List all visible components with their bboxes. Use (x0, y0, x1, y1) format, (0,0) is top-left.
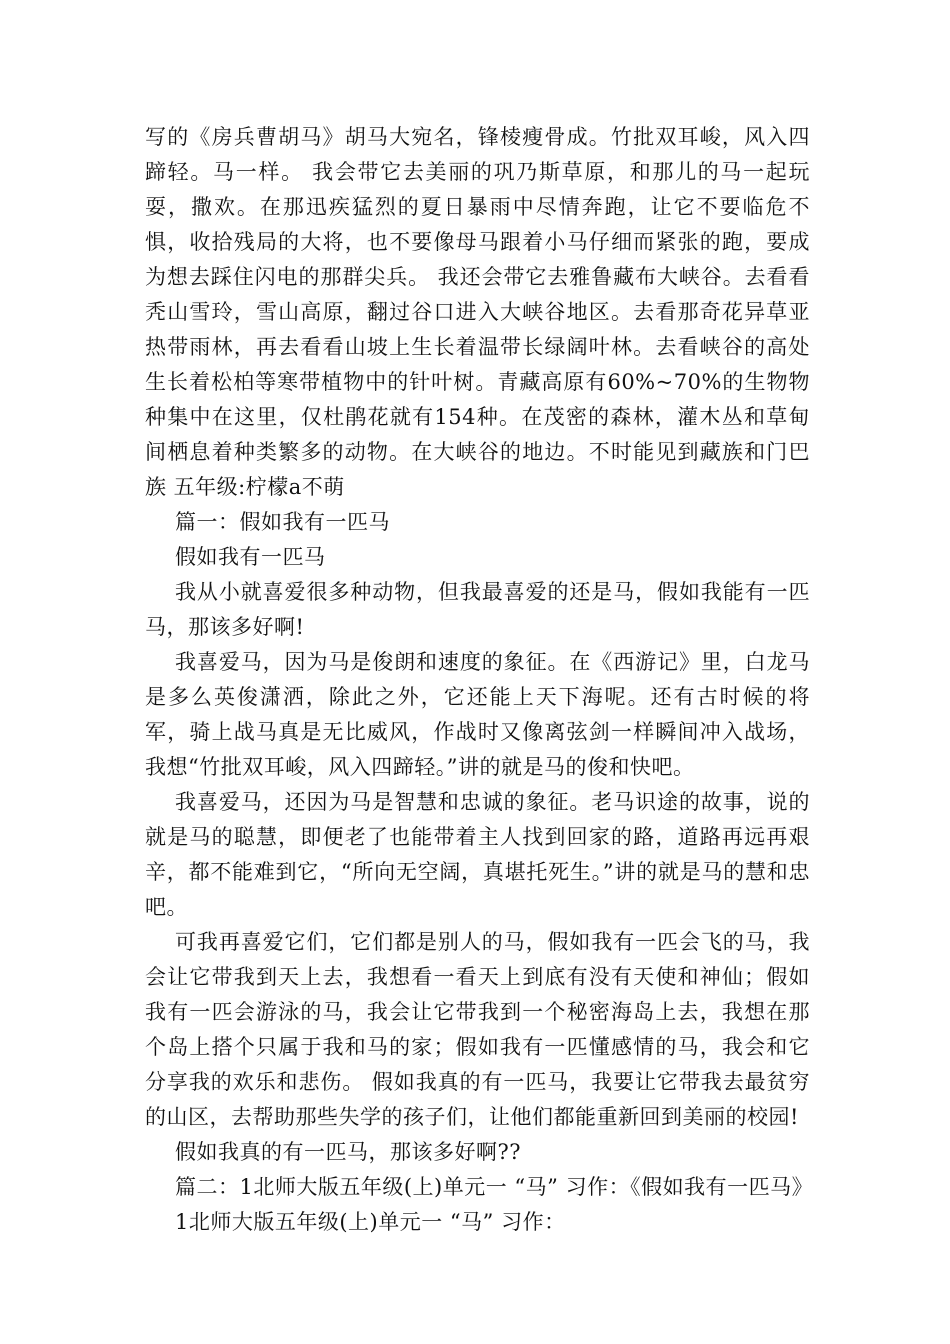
document-body (145, 120, 814, 1240)
body-paragraph: 我从小就喜爱很多种动物，但我最喜爱的还是马，假如我能有一匹马，那该多好啊! (145, 580, 810, 639)
closing-line: 假如我真的有一匹马，那该多好啊?? (175, 1140, 522, 1164)
section-two-subheading: 1北师大版五年级(上)单元一 “马” 习作： (175, 1210, 566, 1234)
body-paragraph: 我喜爱马，还因为马是智慧和忠诚的象征。老马识途的故事，说的就是马的聪慧，即便老了也能带着主人找到回家的路，道路再远再艰辛，都不能难到它，“所向无空阔，真堪托死生。”讲的就是马的慧和忠吧。 (145, 790, 810, 919)
section-one-title: 假如我有一匹马 (175, 545, 326, 569)
section-one-heading: 篇一：假如我有一匹马 (175, 510, 390, 534)
body-paragraph: 我喜爱马，因为马是俊朗和速度的象征。在《西游记》里，白龙马是多么英俊潇洒，除此之外，它还能上天下海呢。还有古时候的将军，骑上战马真是无比威风，作战时又像离弦剑一样瞬间冲入战场，我想“竹批双耳峻，风入四蹄轻。”讲的就是马的俊和快吧。 (145, 650, 810, 779)
intro-paragraph: 写的《房兵曹胡马》胡马大宛名，锋棱瘦骨成。竹批双耳峻，风入四蹄轻。马一样。 我会带它去美丽的巩乃斯草原，和那儿的马一起玩耍，撒欢。在那迅疾猛烈的夏日暴雨中尽情奔跑，让它不要临危不惧，收拾残局的大将，也不要像母马跟着小马仔细而紧张的跑，要成为想去踩住闪电的那群尖兵。 我还会带它去雅鲁藏布大峡谷。去看看秃山雪玲，雪山高原，翻过谷口进入大峡谷地区。去看那奇花异草亚热带雨林，再去看看山坡上生长着温带长绿阔叶林。去看峡谷的高处生长着松柏等寒带植物中的针叶树。青藏高原有60%~70%的生物物种集中在这里，仅杜鹃花就有154种。在茂密的森林，灌木丛和草甸间栖息着种类繁多的动物。在大峡谷的地边。不时能见到藏族和门巴族 五年级:柠檬a不萌 (145, 125, 810, 499)
section-two-heading: 篇二：1北师大版五年级(上)单元一 “马” 习作：《假如我有一匹马》 (175, 1175, 814, 1199)
body-paragraph: 可我再喜爱它们，它们都是别人的马，假如我有一匹会飞的马，我会让它带我到天上去，我想看一看天上到底有没有天使和神仙；假如我有一匹会游泳的马，我会让它带我到一个秘密海岛上去，我想在那个岛上搭个只属于我和马的家；假如我有一匹懂感情的马，我会和它分享我的欢乐和悲伤。 假如我真的有一匹马，我要让它带我去最贫穷的山区，去帮助那些失学的孩子们，让他们都能重新回到美丽的校园! (145, 930, 810, 1129)
